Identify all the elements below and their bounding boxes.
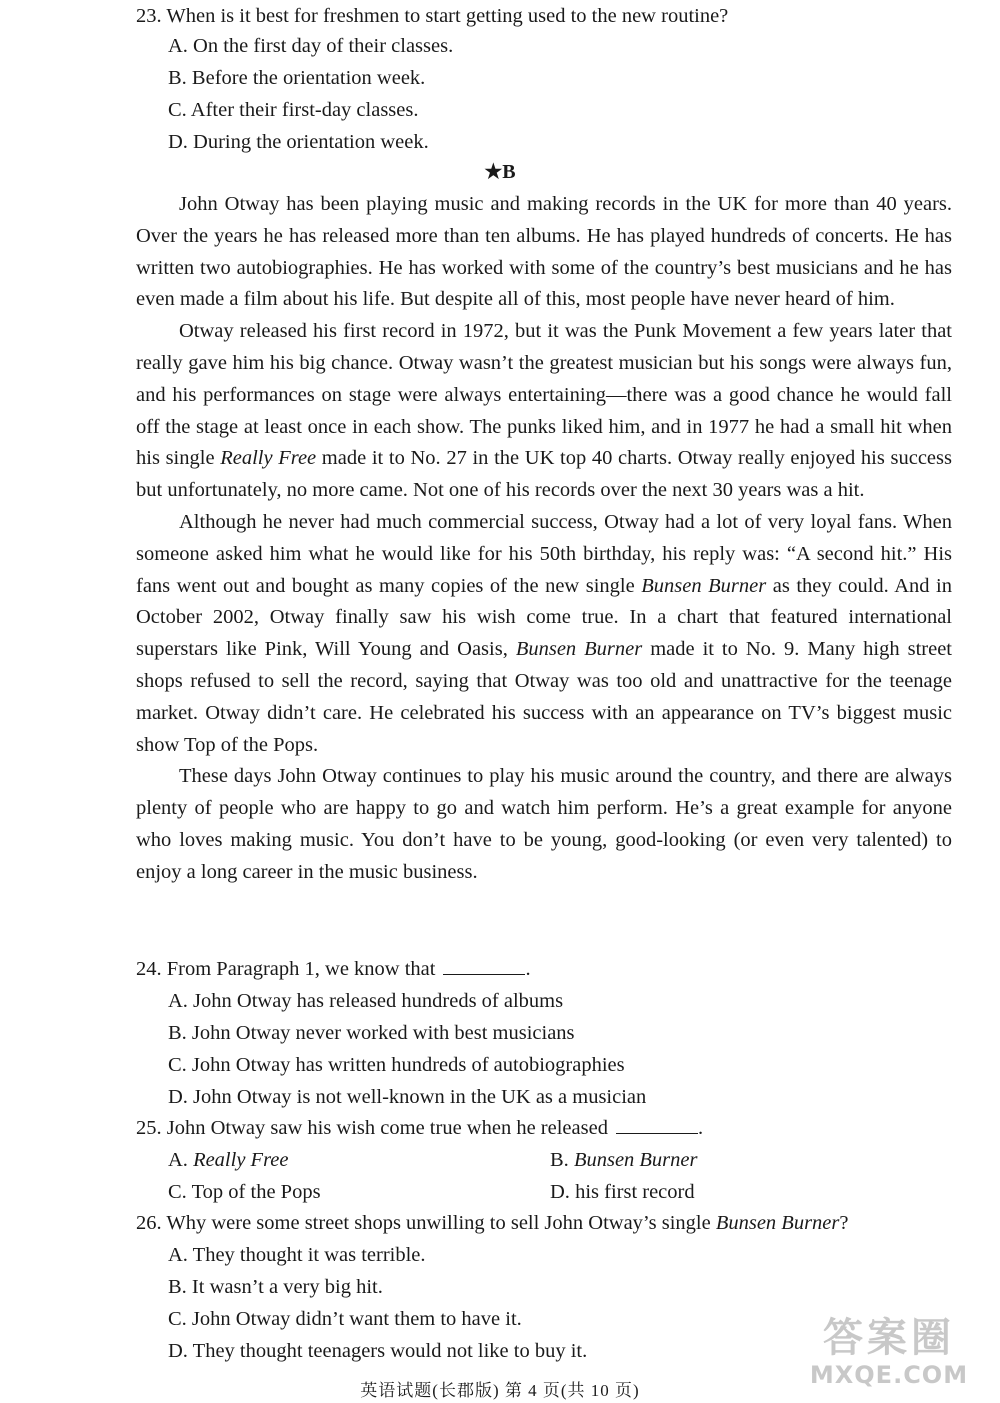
passage-paragraph-3: Although he never had much commercial success, Otway had a lot of very loyal fans. When someone asked him what he would like for his 50th birthday, his reply was: “A second hit.” His fans went out and bought as many copies of the new single Bunsen Burner as they could. And in October 2002, Otway finally saw his wish come true. In a chart that featured international superstars like Pink, Will Young and Oasis, Bunsen Burner made it to No. 9. Many high street shops refused to sell the record, saying that Otway was too old and unattractive for the teenage market. Otway didn’t care. He celebrated his success with an appearance on TV’s biggest music show Top of the Pops. — [136, 510, 952, 756]
q25-answer-blank — [616, 1113, 698, 1134]
section-heading: ★B — [484, 161, 516, 183]
q23-option-c: C. After their first-day classes. — [168, 99, 419, 121]
q25-option-a-letter: A. — [168, 1149, 188, 1171]
q24-option-b: B. John Otway never worked with best musicians — [168, 1022, 575, 1044]
reading-passage — [136, 189, 952, 889]
q26-option-b: B. It wasn’t a very big hit. — [168, 1276, 383, 1298]
q25-option-d — [550, 1176, 695, 1208]
q26-option-c: C. John Otway didn’t want them to have it. — [168, 1308, 522, 1330]
q24 — [136, 953, 531, 985]
q25-option-d-letter: D. — [550, 1181, 570, 1203]
q25 — [136, 1112, 703, 1144]
q25-option-c-text: Top of the Pops — [191, 1181, 321, 1203]
q25-option-b — [550, 1144, 698, 1176]
q25-stem: 25. John Otway saw his wish come true when he released — [136, 1117, 608, 1139]
passage-paragraph-1: John Otway has been playing music and making records in the UK for more than 40 years. Over the years he has released more than ten albums. He has played hundreds of concerts. He has written two autobiographies. He has worked with some of the country’s best musicians and he has even made a film about his life. But despite all of this, most people have never heard of him. — [136, 193, 952, 311]
q26-option-d: D. They thought teenagers would not like to buy it. — [168, 1340, 588, 1362]
q25-option-d-text: his first record — [575, 1181, 695, 1203]
watermark-bottom-text: MXQE.COM — [809, 1361, 969, 1389]
q25-end: . — [697, 1117, 704, 1139]
q25-option-b-letter: B. — [550, 1149, 569, 1171]
q26-option-a: A. They thought it was terrible. — [168, 1244, 426, 1266]
q26-stem-title: Bunsen Burner — [715, 1212, 840, 1234]
q24-stem: 24. From Paragraph 1, we know that — [136, 958, 436, 980]
watermark-top-text: 答案圈 — [823, 1315, 955, 1361]
q26 — [136, 1207, 849, 1239]
q24-option-a: A. John Otway has released hundreds of albums — [168, 990, 564, 1012]
q26-stem-end: ? — [839, 1212, 849, 1234]
page-footer: 英语试题(长郡版) 第 4 页(共 10 页) — [360, 1381, 640, 1400]
passage-paragraph-2: Otway released his first record in 1972, but it was the Punk Movement a few years later that really gave him his big chance. Otway wasn’t the greatest musician but his songs were always fun, and his performances on stage were always entertaining—there was a good chance he would fall off the stage at least once in each show. The punks liked him, and in 1977 he had a small hit when his single Really Free made it to No. 27 in the UK top 40 charts. Otway really enjoyed his success but unfortunately, no more came. Not one of his records over the next 30 years was a hit. — [136, 320, 952, 502]
passage-paragraph-4: These days John Otway continues to play his music around the country, and there are always plenty of people who are happy to go and watch him perform. He’s a great example for anyone who loves making music. You don’t have to be young, good-looking (or even very talented) to enjoy a long career in the music business. — [136, 765, 952, 883]
q25-option-a-text: Really Free — [193, 1149, 289, 1171]
q23-stem: 23. When is it best for freshmen to start getting used to the new routine? — [136, 5, 729, 27]
q25-option-c — [168, 1176, 321, 1208]
q25-option-c-letter: C. — [168, 1181, 187, 1203]
q24-answer-blank — [443, 954, 525, 975]
watermark-logo — [794, 1315, 984, 1399]
q24-option-d: D. John Otway is not well-known in the UK as a musician — [168, 1086, 647, 1108]
q24-end: . — [525, 958, 531, 980]
q25-option-b-text: Bunsen Burner — [573, 1149, 698, 1171]
q24-option-c: C. John Otway has written hundreds of autobiographies — [168, 1054, 625, 1076]
q26-stem: 26. Why were some street shops unwilling to sell John Otway’s single — [136, 1212, 711, 1234]
q25-option-a — [168, 1144, 289, 1176]
q23-option-a: A. On the first day of their classes. — [168, 35, 454, 57]
q23-option-d: D. During the orientation week. — [168, 131, 429, 153]
q23-option-b: B. Before the orientation week. — [168, 67, 426, 89]
